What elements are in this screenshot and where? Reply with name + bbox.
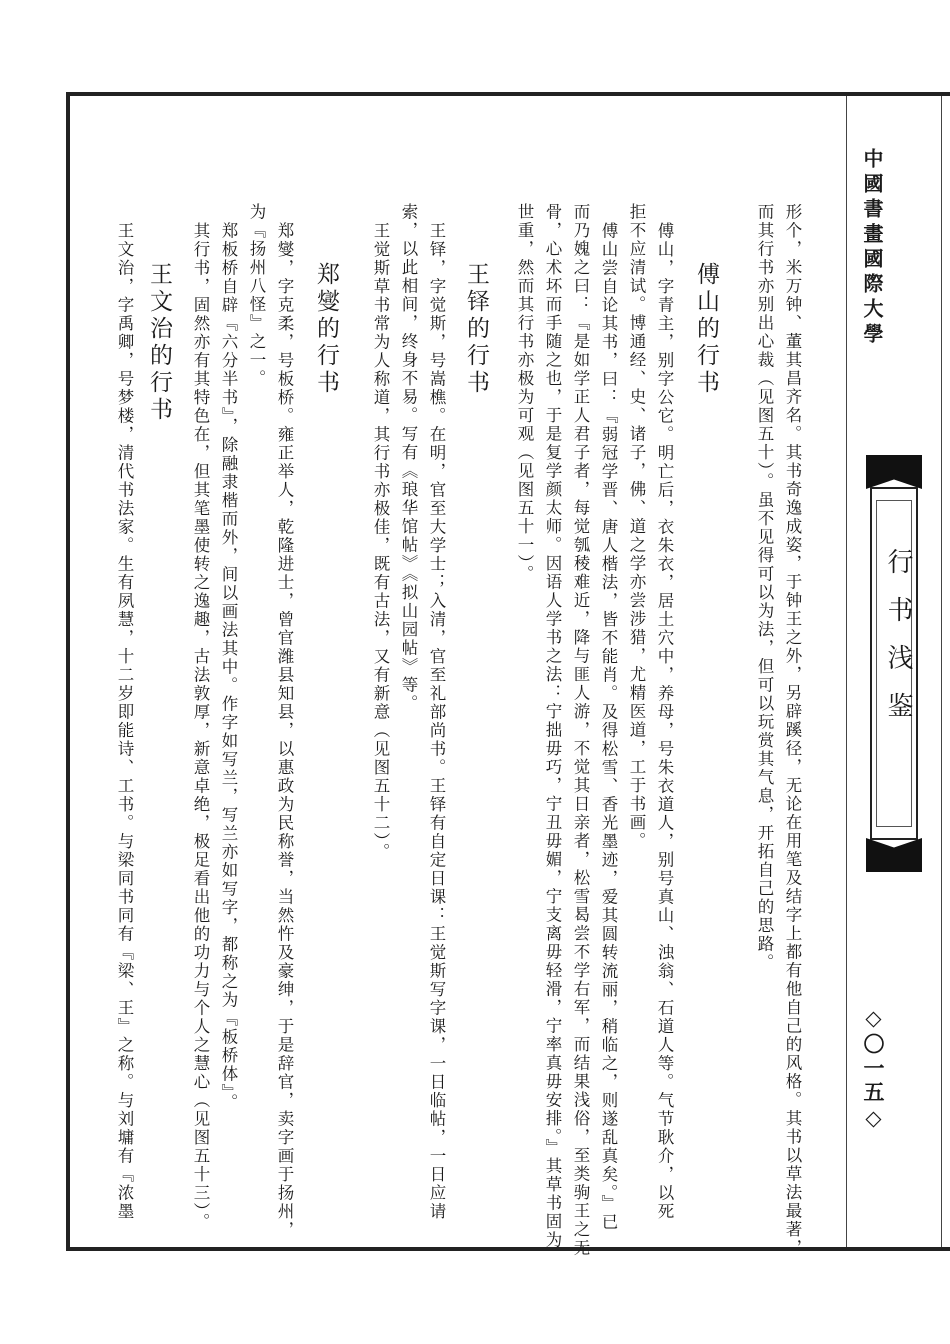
frame-bottom-border xyxy=(66,1247,950,1251)
body-column: 而乃媿之曰：『是如学正人君子者，每觉瓠稜难近，降与匪人游，不觉其日亲者，松雪曷尝不学右军，而结果浅俗，至类驹王之无 xyxy=(571,203,590,1258)
body-column: 傅山，字青主，别字公它。明亡后，衣朱衣，居土穴中，养母，号朱衣道人，别号真山、浊翁、石道人等。气节耿介，以死 xyxy=(655,222,674,1221)
tab-ornament-bottom xyxy=(866,838,922,872)
body-column: 索，以此相间，终身不易。写有《琅华馆帖》《拟山园帖》等。 xyxy=(399,203,418,713)
body-column: 王觉斯草书常为人称道，其行书亦极佳，既有古法，又有新意（见图五十二）。 xyxy=(371,222,390,862)
body-column: 为『扬州八怪』之一。 xyxy=(247,203,266,388)
frame-top-border xyxy=(66,92,950,96)
body-column: 拒不应清试。博通经、史、诸子，佛、道之学亦尝涉猎，尤精医道，工于书画。 xyxy=(627,203,646,851)
body-column: 而其行书亦别出心裁（见图五十）。虽不见得可以为法，但可以玩赏其气息，开拓自己的思路。 xyxy=(755,203,774,972)
body-column: 形个，米万钟、董其昌齐名。其书奇逸成姿，于钟王之外，另辟蹊径，无论在用笔及结字上都有他自己的风格。其书以草法最著， xyxy=(783,203,802,1258)
body-column: 王文治，字禹卿，号梦楼，清代书法家。生有夙慧，十二岁即能诗、工书。与梁同书同有『梁、王』之称。与刘墉有『浓墨 xyxy=(115,222,134,1221)
body-column: 郑板桥自辟『六分半书』，除融隶楷而外，间以画法其中。作字如写兰，写兰亦如写字，都称之为『板桥体』。 xyxy=(219,222,238,1112)
university-name: 中國書畫國際大學 xyxy=(860,148,884,348)
body-column: 世重，然而其行书亦极为可观（见图五十一）。 xyxy=(515,203,534,584)
heading-wangduo: 王铎的行书 xyxy=(463,262,489,397)
body-column: 王铎，字觉斯，号嵩樵。在明，官至大学士；入清，官至礼部尚书。王铎有自定日课：王觉斯写字课，一日临帖，一日应请 xyxy=(427,222,446,1221)
body-column: 骨，心术坏而手随之也，于是复学颜太师。因语人学书之法：宁拙毋巧，宁丑毋媚，宁支离毋轻滑，宁率真毋安排。』其草书固为 xyxy=(543,203,562,1250)
side-margin-rule xyxy=(846,96,847,1247)
heading-fushan: 傅山的行书 xyxy=(693,262,719,397)
frame-left-border xyxy=(66,92,70,1251)
section-title: 行书浅鉴 xyxy=(883,548,913,740)
body-column: 傅山尝自论其书，曰：『弱冠学晋、唐人楷法，皆不能肖。及得松雪、香光墨迹，爱其圆转流丽，稍临之，则遂乱真矣。』已 xyxy=(599,222,618,1232)
body-column: 其行书，固然亦有其特色在，但其笔墨使转之逸趣，古法敦厚，新意卓绝，极足看出他的功力与个人之慧心（见图五十三）。 xyxy=(191,222,210,1232)
heading-wangwenzhi: 王文治的行书 xyxy=(146,262,172,424)
side-margin-rule-outer xyxy=(941,96,942,1247)
page-number: ◇〇一五◇ xyxy=(861,1005,886,1133)
tab-ornament-top xyxy=(866,455,922,489)
body-column: 郑燮，字克柔，号板桥。雍正举人，乾隆进士，曾官潍县知县，以惠政为民称誉，当然忤及豪绅，于是辞官，卖字画于扬州， xyxy=(275,222,294,1240)
heading-zhengxie: 郑燮的行书 xyxy=(313,262,339,397)
